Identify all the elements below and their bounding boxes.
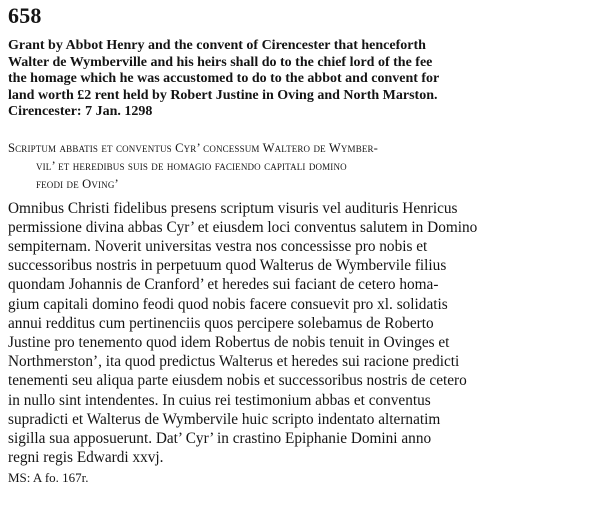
heading-line: feodi de Oving’ <box>36 176 119 191</box>
manuscript-reference: MS: A fo. 167r. <box>8 470 89 486</box>
body-line: gium capitali domino feodi quod nobis facere consuevit pro xl. solidatis <box>8 295 448 313</box>
body-line: annui redditus cum pertinenciis quos percipere solebamus de Roberto <box>8 314 434 332</box>
body-line: successoribus nostris in perpetuum quod Walterus de Wymbervile filius <box>8 257 447 275</box>
body-line: permissione divina abbas Cyr’ et eiusdem loci conventus salutem in Domino <box>8 218 478 236</box>
body-line: in nullo sint intendentes. In cuius rei testimonium abbas et conventus <box>8 391 431 409</box>
body-line: regni regis Edwardi xxvj. <box>8 449 164 467</box>
body-line: Northmerston’, ita quod predictus Walterus et heredes sui racione predicti <box>8 353 460 371</box>
document-page <box>8 0 592 486</box>
latin-text <box>8 199 592 468</box>
body-line: supradicti et Walterus de Wymbervile huic scripto indentato alternatim <box>8 410 441 428</box>
body-line: Omnibus Christi fidelibus presens scriptum visuris vel audituris Henricus <box>8 199 458 217</box>
body-line: sempiternam. Noverit universitas vestra nos concessisse pro nobis et <box>8 237 428 255</box>
heading-line: vil’ et heredibus suis de homagio faciendo capitali domino <box>36 158 347 173</box>
summary-line: Walter de Wymberville and his heirs shall do to the chief lord of the fee <box>8 54 433 70</box>
body-line: quondam Johannis de Cranford’ et heredes sui faciant de cetero homa- <box>8 276 439 294</box>
document-number: 658 <box>8 3 42 28</box>
summary-line: Grant by Abbot Henry and the convent of Cirencester that henceforth <box>8 38 426 53</box>
summary-line: land worth £2 rent held by Robert Justine in Oving and North Marston. <box>8 87 438 103</box>
body-line: sigilla sua apposuerunt. Dat’ Cyr’ in crastino Epiphanie Domini anno <box>8 429 432 447</box>
place-date: Cirencester: 7 Jan. 1298 <box>8 104 153 119</box>
body-line: Justine pro tenemento quod idem Robertus de nobis tenuit in Ovinges et <box>8 333 450 351</box>
latin-heading <box>8 139 592 193</box>
summary-line: the homage which he was accustomed to do to the abbot and convent for <box>8 71 440 86</box>
body-line: tenementi seu aliqua parte eiusdem nobis et successoribus nostris de cetero <box>8 372 467 390</box>
english-summary <box>8 38 592 121</box>
heading-line: Scriptum abbatis et conventus Cyr’ concessum Waltero de Wymber- <box>8 140 379 155</box>
